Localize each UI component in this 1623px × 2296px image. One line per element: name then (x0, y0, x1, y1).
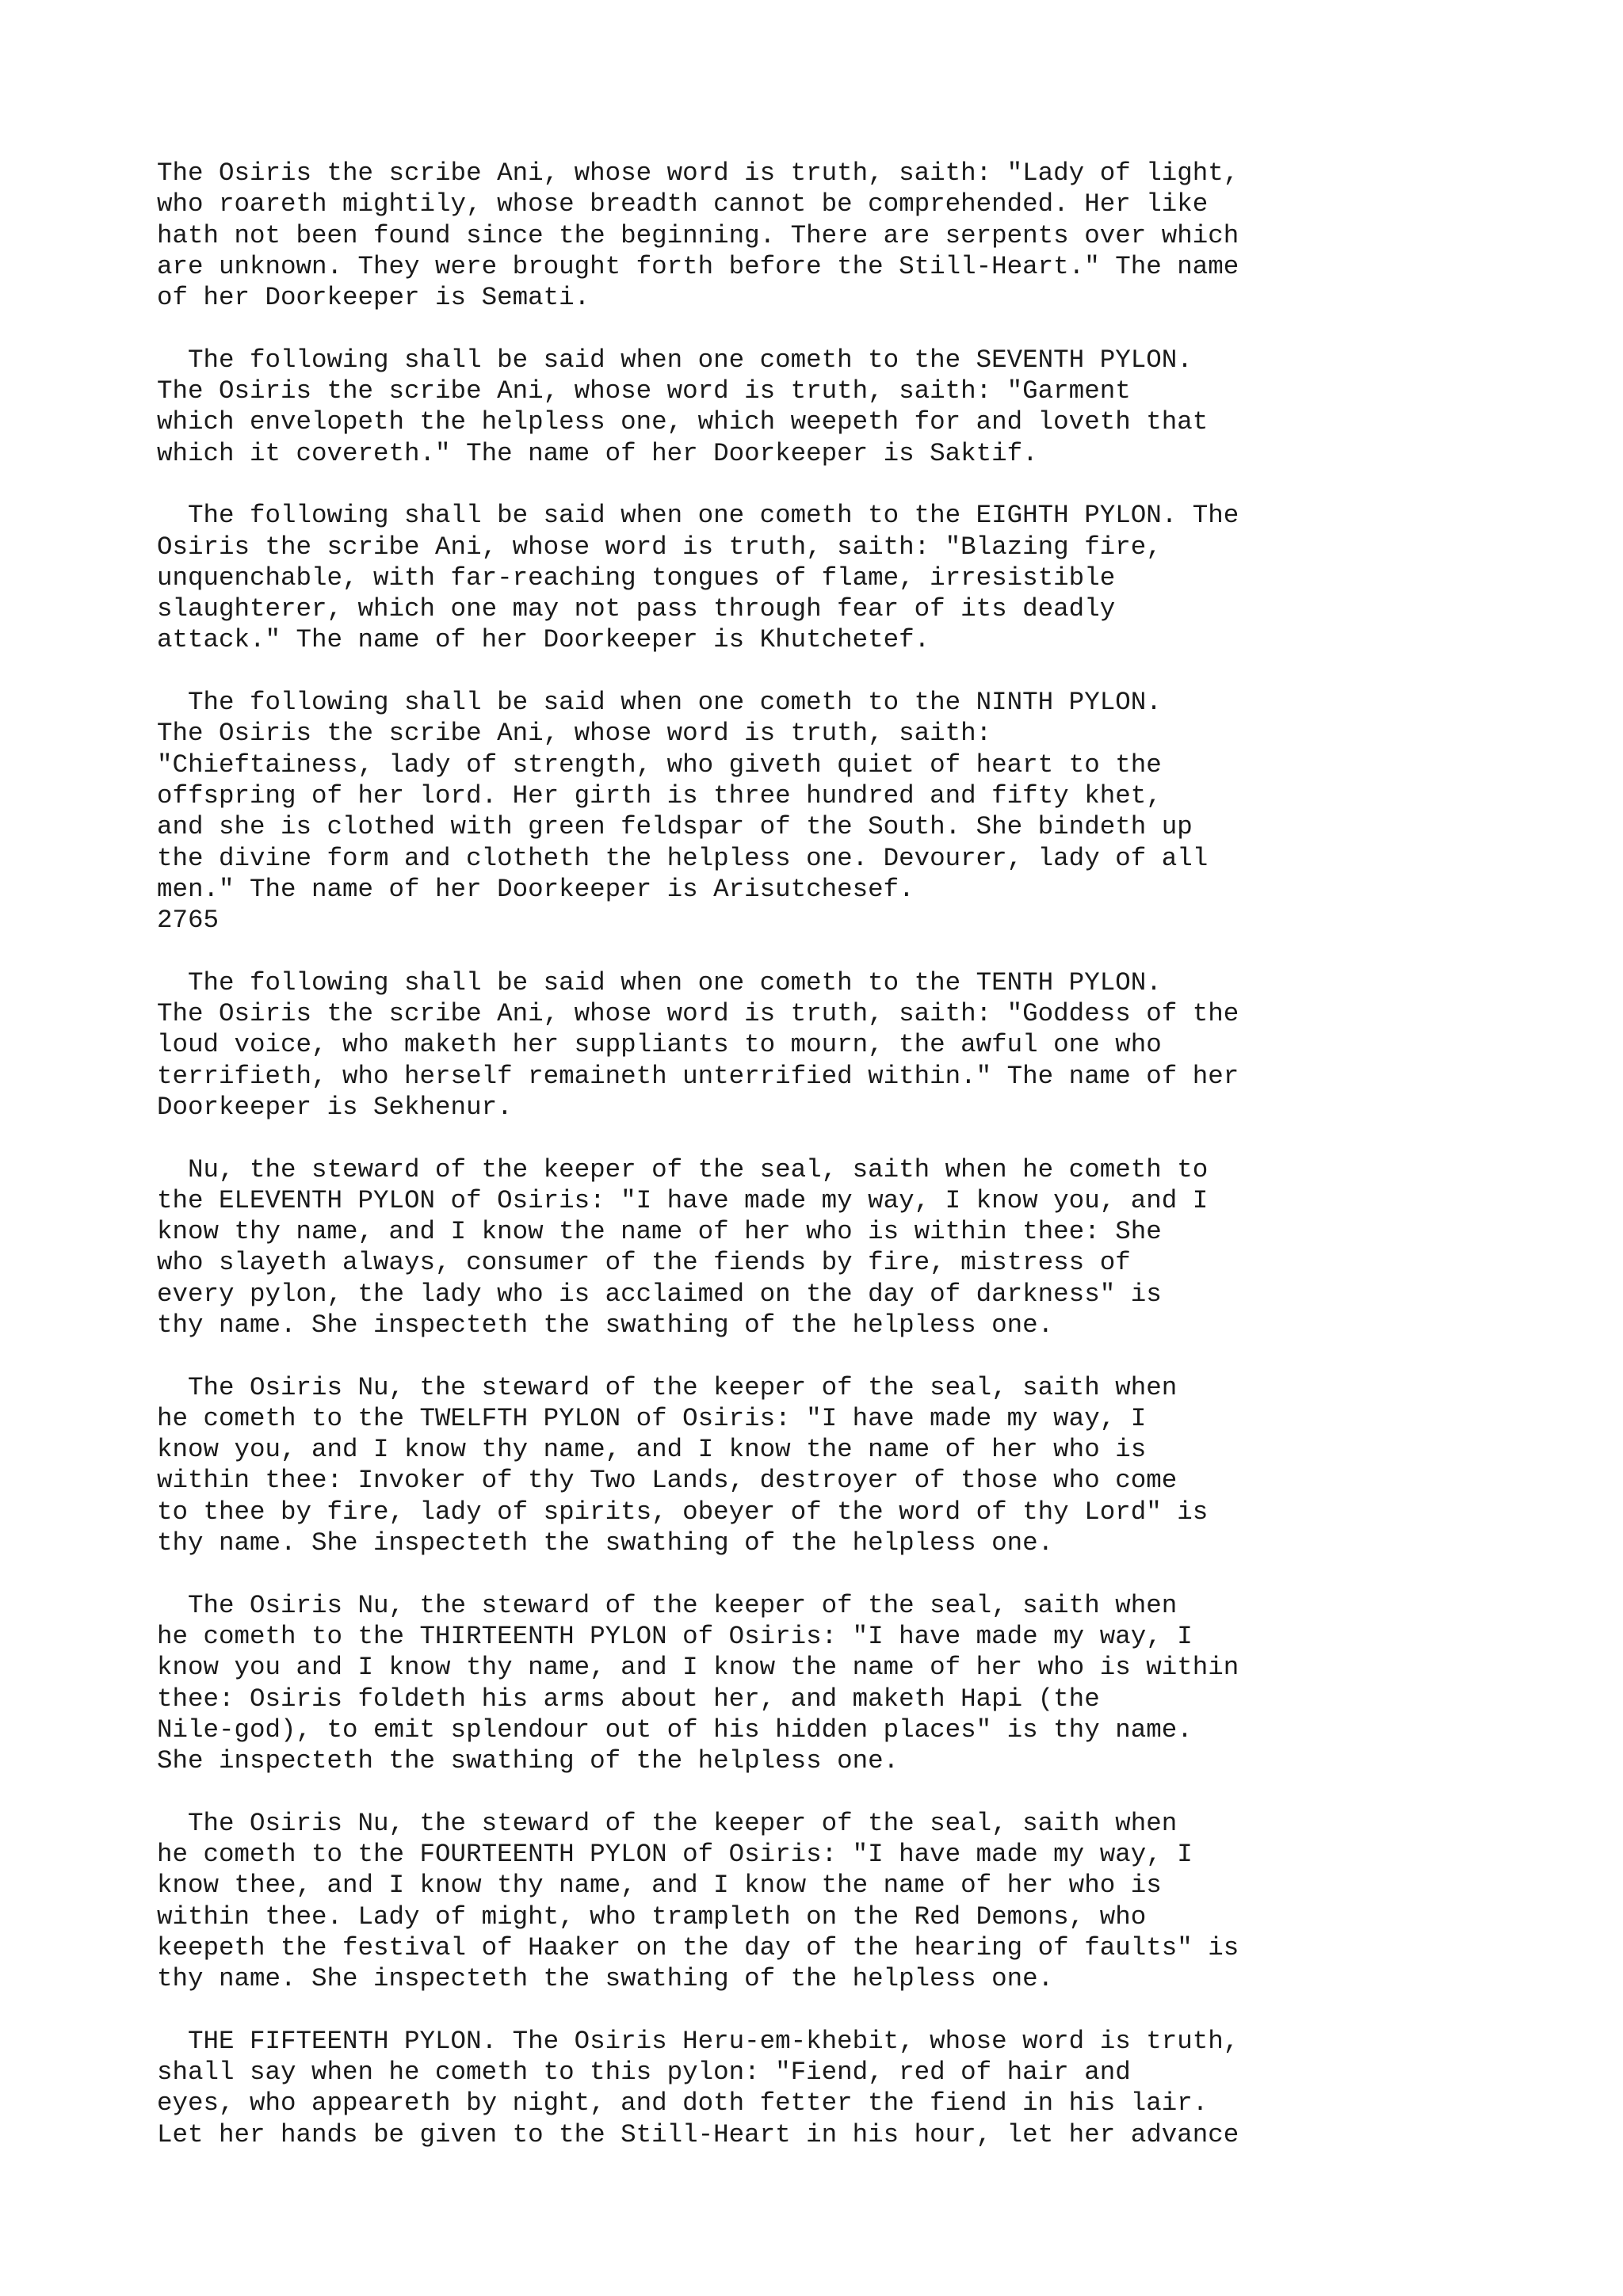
text-line: the ELEVENTH PYLON of Osiris: "I have made my way, I know you, and I (157, 1185, 1209, 1215)
text-line: eyes, who appeareth by night, and doth fetter the fiend in his lair. (157, 2088, 1209, 2119)
text-line: loud voice, who maketh her suppliants to mourn, the awful one who (157, 1030, 1162, 1060)
blank-line (157, 1123, 1520, 1154)
text-line: unquenchable, with far-reaching tongues of flame, irresistible (157, 563, 1116, 593)
text-line: The Osiris the scribe Ani, whose word is truth, saith: "Garment (157, 376, 1131, 406)
blank-line (157, 313, 1520, 344)
text-line: thy name. She inspecteth the swathing of the helpless one. (157, 1528, 1054, 1558)
text-line: are unknown. They were brought forth before the Still-Heart." The name (157, 251, 1239, 281)
text-line: to thee by fire, lady of spirits, obeyer of the word of thy Lord" is (157, 1497, 1209, 1527)
text-line: every pylon, the lady who is acclaimed on the day of darkness" is (157, 1279, 1162, 1309)
text-line: Nu, the steward of the keeper of the seal, saith when he cometh to (157, 1154, 1209, 1184)
text-line: he cometh to the THIRTEENTH PYLON of Osiris: "I have made my way, I (157, 1621, 1193, 1651)
blank-line (157, 1341, 1520, 1371)
text-line: men." The name of her Doorkeeper is Arisutchesef. (157, 874, 915, 904)
text-line: know thee, and I know thy name, and I know the name of her who is (157, 1871, 1162, 1901)
text-line: terrifieth, who herself remaineth unterrified within." The name of her (157, 1061, 1239, 1091)
text-line: know you and I know thy name, and I know the name of her who is within (157, 1653, 1239, 1683)
text-line: The following shall be said when one cometh to the TENTH PYLON. (157, 967, 1162, 997)
text-line: keepeth the festival of Haaker on the day of the hearing of faults" is (157, 1932, 1239, 1962)
text-line: The Osiris the scribe Ani, whose word is truth, saith: "Lady of light, (157, 158, 1239, 188)
text-line: know thy name, and I know the name of her who is within thee: She (157, 1217, 1162, 1247)
text-line: he cometh to the FOURTEENTH PYLON of Osiris: "I have made my way, I (157, 1840, 1193, 1870)
text-line: attack." The name of her Doorkeeper is Khutchetef. (157, 625, 930, 655)
text-line: The following shall be said when one cometh to the EIGHTH PYLON. The (157, 501, 1239, 531)
text-line: The Osiris Nu, the steward of the keeper of the seal, saith when (157, 1590, 1178, 1620)
text-line: the divine form and clotheth the helpless one. Devourer, lady of all (157, 843, 1209, 873)
document-text (157, 158, 1520, 2150)
blank-line (157, 1776, 1520, 1807)
blank-line (157, 656, 1520, 687)
text-line: Osiris the scribe Ani, whose word is truth, saith: "Blazing fire, (157, 532, 1162, 562)
text-line: of her Doorkeeper is Semati. (157, 283, 590, 313)
text-line: "Chieftainess, lady of strength, who giveth quiet of heart to the (157, 749, 1162, 780)
text-line: Nile-god), to emit splendour out of his hidden places" is thy name. (157, 1714, 1193, 1745)
text-line: know you, and I know thy name, and I know the name of her who is (157, 1435, 1147, 1465)
text-line: offspring of her lord. Her girth is three hundred and fifty khet, (157, 780, 1162, 810)
text-line: She inspecteth the swathing of the helpless one. (157, 1746, 899, 1776)
text-line: and she is clothed with green feldspar of the South. She bindeth up (157, 812, 1193, 842)
text-line: thy name. She inspecteth the swathing of the helpless one. (157, 1964, 1054, 1994)
text-line: Doorkeeper is Sekhenur. (157, 1092, 513, 1122)
text-line: which it covereth." The name of her Doorkeeper is Saktif. (157, 438, 1038, 468)
text-line: hath not been found since the beginning. There are serpents over which (157, 220, 1239, 250)
text-line: The Osiris Nu, the steward of the keeper of the seal, saith when (157, 1808, 1178, 1838)
text-line: shall say when he cometh to this pylon: "Fiend, red of hair and (157, 2058, 1131, 2088)
text-line: The Osiris the scribe Ani, whose word is truth, saith: "Goddess of the (157, 999, 1239, 1029)
blank-line (157, 936, 1520, 967)
blank-line (157, 1995, 1520, 2026)
text-line: within thee: Invoker of thy Two Lands, destroyer of those who come (157, 1466, 1178, 1496)
blank-line (157, 469, 1520, 500)
text-line: which envelopeth the helpless one, which weepeth for and loveth that (157, 407, 1209, 437)
text-line: who slayeth always, consumer of the fiends by fire, mistress of (157, 1248, 1131, 1278)
text-line: thy name. She inspecteth the swathing of the helpless one. (157, 1310, 1054, 1340)
text-line: slaughterer, which one may not pass through fear of its deadly (157, 594, 1116, 624)
text-line: The Osiris Nu, the steward of the keeper of the seal, saith when (157, 1372, 1178, 1402)
text-line: Let her hands be given to the Still-Heart in his hour, let her advance (157, 2119, 1239, 2149)
text-line: The following shall be said when one cometh to the SEVENTH PYLON. (157, 345, 1193, 375)
blank-line (157, 1558, 1520, 1589)
text-line: who roareth mightily, whose breadth cannot be comprehended. Her like (157, 189, 1209, 219)
text-line: he cometh to the TWELFTH PYLON of Osiris: "I have made my way, I (157, 1403, 1147, 1433)
text-line: within thee. Lady of might, who trampleth on the Red Demons, who (157, 1901, 1147, 1932)
text-line: THE FIFTEENTH PYLON. The Osiris Heru-em-khebit, whose word is truth, (157, 2026, 1239, 2056)
text-line: The Osiris the scribe Ani, whose word is truth, saith: (157, 719, 992, 749)
line-number-marker: 2765 (157, 906, 220, 936)
text-line: thee: Osiris foldeth his arms about her, and maketh Hapi (the (157, 1684, 1100, 1714)
text-line: The following shall be said when one cometh to the NINTH PYLON. (157, 688, 1162, 718)
